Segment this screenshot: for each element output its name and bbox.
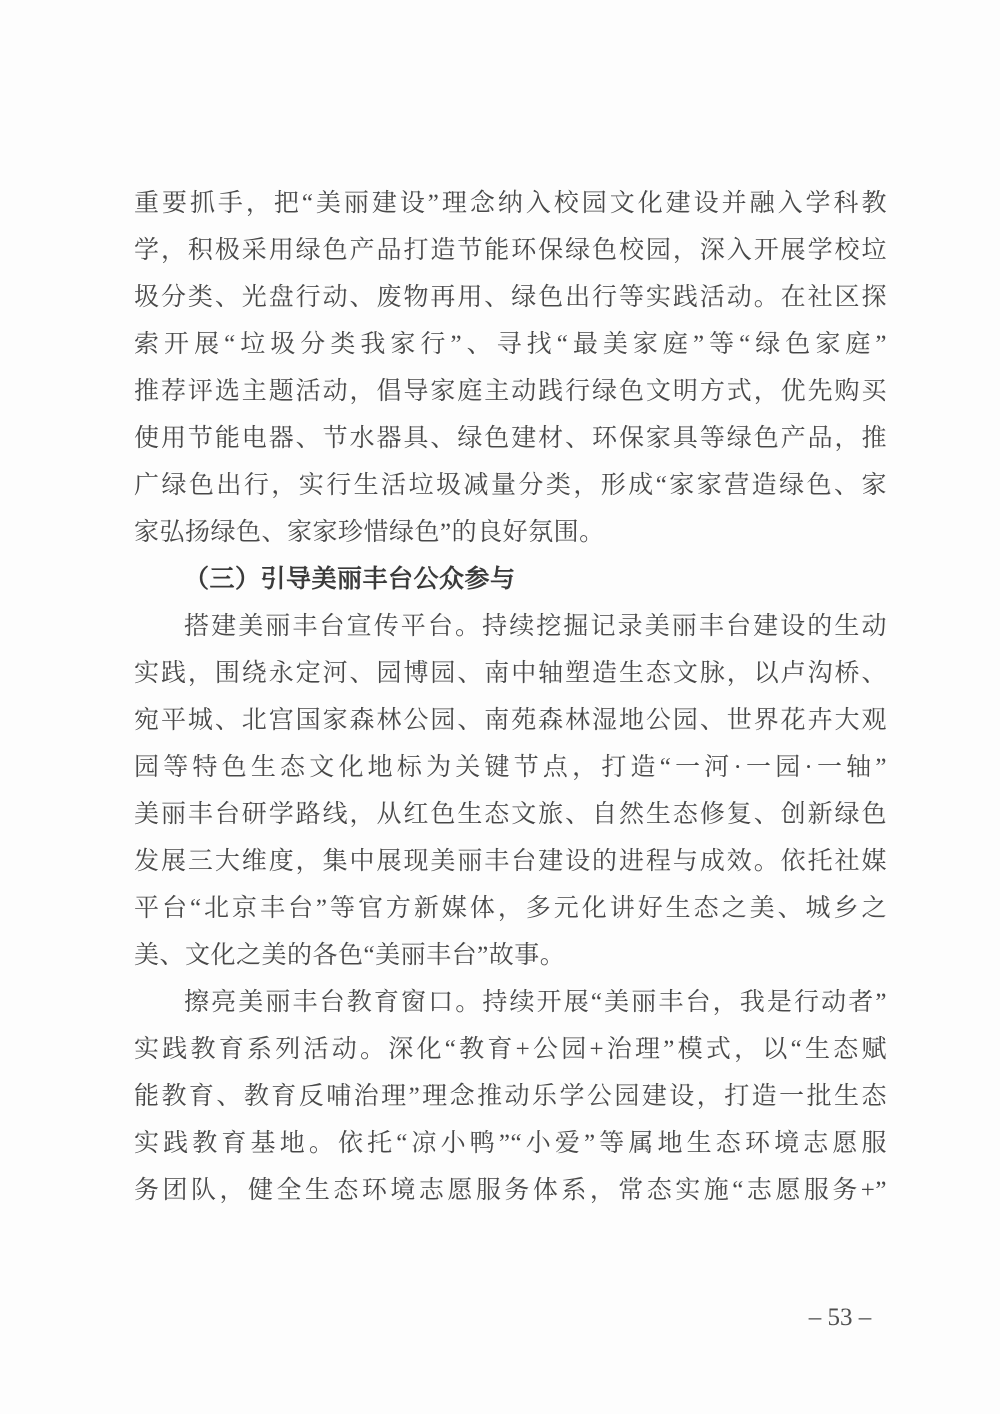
text-block — [134, 180, 887, 1214]
text-line: 发展三大维度，集中展现美丽丰台建设的进程与成效。依托社媒 — [134, 848, 887, 875]
text-line: 广绿色出行，实行生活垃圾减量分类，形成“家家营造绿色、家 — [134, 472, 887, 499]
text-line: 推荐评选主题活动，倡导家庭主动践行绿色文明方式，优先购买 — [134, 378, 887, 405]
text-line: 使用节能电器、节水器具、绿色建材、环保家具等绿色产品，推 — [134, 425, 887, 452]
section-heading: （三）引导美丽丰台公众参与 — [184, 566, 516, 593]
text-line: 宛平城、北宫国家森林公园、南苑森林湿地公园、世界花卉大观 — [134, 707, 887, 734]
text-line: 实践教育基地。依托“凉小鸭”“小爱”等属地生态环境志愿服 — [134, 1130, 887, 1157]
text-line: 能教育、教育反哺治理”理念推动乐学公园建设，打造一批生态 — [134, 1083, 887, 1110]
text-line: 学，积极采用绿色产品打造节能环保绿色校园，深入开展学校垃 — [134, 237, 887, 264]
text-line: 美丽丰台研学路线，从红色生态文旅、自然生态修复、创新绿色 — [134, 801, 887, 828]
text-line: 美、文化之美的各色“美丽丰台”故事。 — [134, 942, 566, 969]
text-line: 实践教育系列活动。深化“教育+公园+治理”模式，以“生态赋 — [134, 1036, 887, 1063]
text-line: 搭建美丽丰台宣传平台。持续挖掘记录美丽丰台建设的生动 — [184, 613, 887, 640]
page-number: – 53 – — [808, 1304, 872, 1331]
text-line: 圾分类、光盘行动、废物再用、绿色出行等实践活动。在社区探 — [134, 284, 887, 311]
text-line: 重要抓手，把“美丽建设”理念纳入校园文化建设并融入学科教 — [134, 190, 887, 217]
text-line: 务团队，健全生态环境志愿服务体系，常态实施“志愿服务+” — [134, 1177, 887, 1204]
text-line: 索开展“垃圾分类我家行”、寻找“最美家庭”等“绿色家庭” — [134, 331, 887, 358]
text-line: 家弘扬绿色、家家珍惜绿色”的良好氛围。 — [134, 519, 605, 546]
text-line: 实践，围绕永定河、园博园、南中轴塑造生态文脉，以卢沟桥、 — [134, 660, 887, 687]
text-line: 平台“北京丰台”等官方新媒体，多元化讲好生态之美、城乡之 — [134, 895, 887, 922]
text-line: 园等特色生态文化地标为关键节点，打造“一河·一园·一轴” — [134, 754, 887, 781]
text-line: 擦亮美丽丰台教育窗口。持续开展“美丽丰台，我是行动者” — [184, 989, 887, 1016]
